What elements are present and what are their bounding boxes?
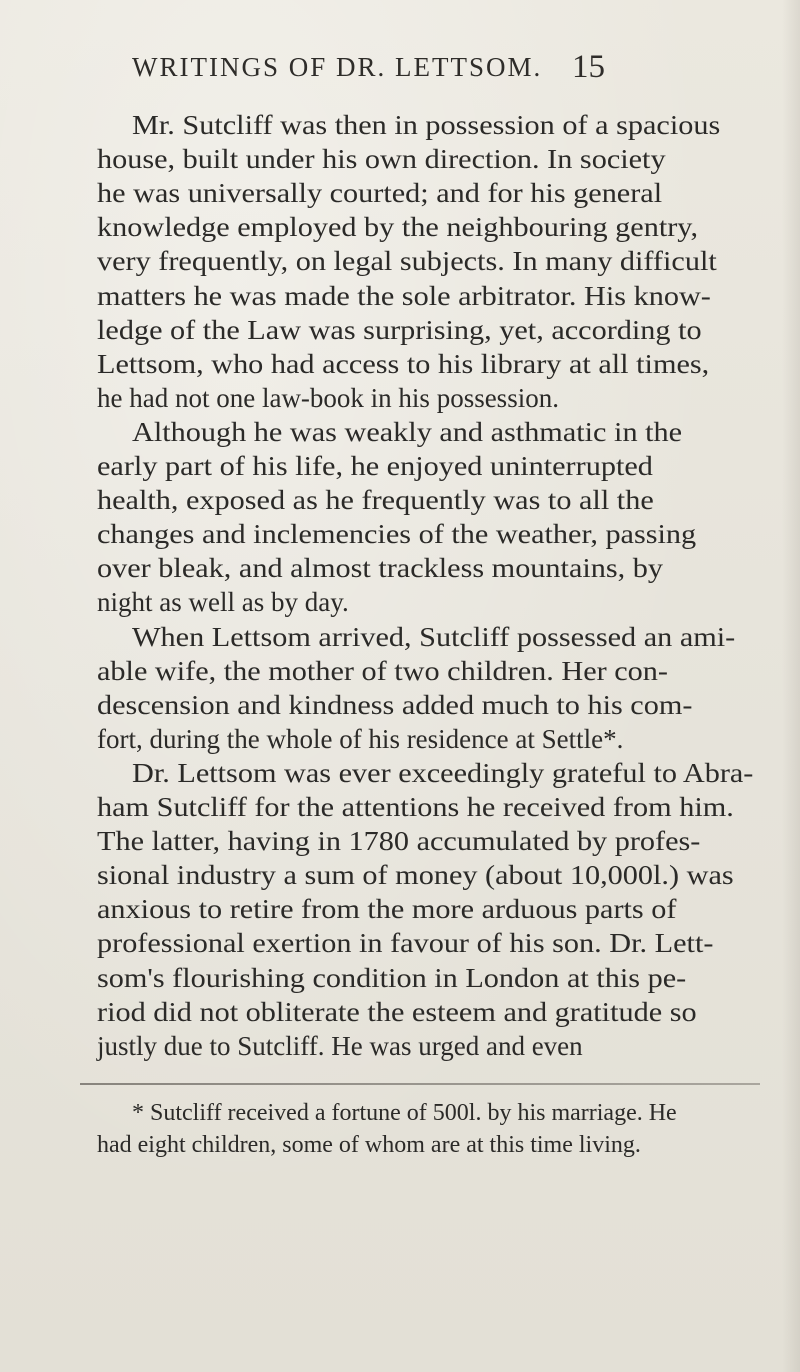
text-line: ham Sutcliff for the attentions he received from him.	[97, 792, 734, 822]
text-line: ledge of the Law was surprising, yet, according to	[97, 314, 702, 345]
text-line: knowledge employed by the neighbouring gentry,	[97, 212, 699, 243]
text-line: sional industry a sum of money (about 10,000l.) was	[97, 860, 734, 891]
running-head: WRITINGS OF DR. LETTSOM.	[132, 52, 543, 82]
text-line: able wife, the mother of two children. Her con-	[97, 655, 668, 686]
text-line: Mr. Sutcliff was then in possession of a spacious	[132, 110, 721, 140]
text-line: he was universally courted; and for his general	[97, 178, 663, 209]
text-line: professional exertion in favour of his son. Dr. Lett-	[97, 928, 714, 959]
text-line: very frequently, on legal subjects. In many difficult	[97, 246, 717, 277]
page-edge-shadow	[782, 0, 800, 1372]
text-line: Lettsom, who had access to his library at all times,	[97, 348, 710, 379]
text-line: riod did not obliterate the esteem and gratitude so	[97, 996, 697, 1027]
text-line: The latter, having in 1780 accumulated by profes-	[97, 826, 701, 857]
text-line: descension and kindness added much to his com-	[97, 689, 693, 720]
text-line: house, built under his own direction. In society	[97, 144, 666, 175]
text-line: night as well as by day.	[97, 587, 349, 618]
footnote-line: * Sutcliff received a fortune of 500l. by his marriage. He	[132, 1099, 677, 1126]
text-line: fort, during the whole of his residence at Settle*.	[97, 723, 624, 754]
text-line: Dr. Lettsom was ever exceedingly grateful to Abra-	[132, 757, 754, 788]
text-line: som's flourishing condition in London at this pe-	[97, 962, 687, 993]
text-line: over bleak, and almost trackless mountains, by	[97, 553, 664, 584]
text-line: he had not one law-book in his possession.	[97, 382, 559, 413]
page-header	[132, 49, 632, 92]
footnote-line: had eight children, some of whom are at this time living.	[97, 1131, 641, 1158]
text-line: justly due to Sutcliff. He was urged and even	[97, 1030, 583, 1061]
text-line: Although he was weakly and asthmatic in the	[132, 416, 683, 447]
footnote-rule	[80, 1083, 760, 1085]
text-line: matters he was made the sole arbitrator. His know-	[97, 280, 711, 311]
text-line: changes and inclemencies of the weather, passing	[97, 519, 697, 550]
text-line: early part of his life, he enjoyed uninterrupted	[97, 451, 653, 481]
text-line: anxious to retire from the more arduous parts of	[97, 894, 677, 925]
text-line: When Lettsom arrived, Sutcliff possessed an ami-	[132, 621, 736, 652]
text-line: health, exposed as he frequently was to all the	[97, 485, 654, 516]
page-number: 15	[572, 49, 605, 85]
